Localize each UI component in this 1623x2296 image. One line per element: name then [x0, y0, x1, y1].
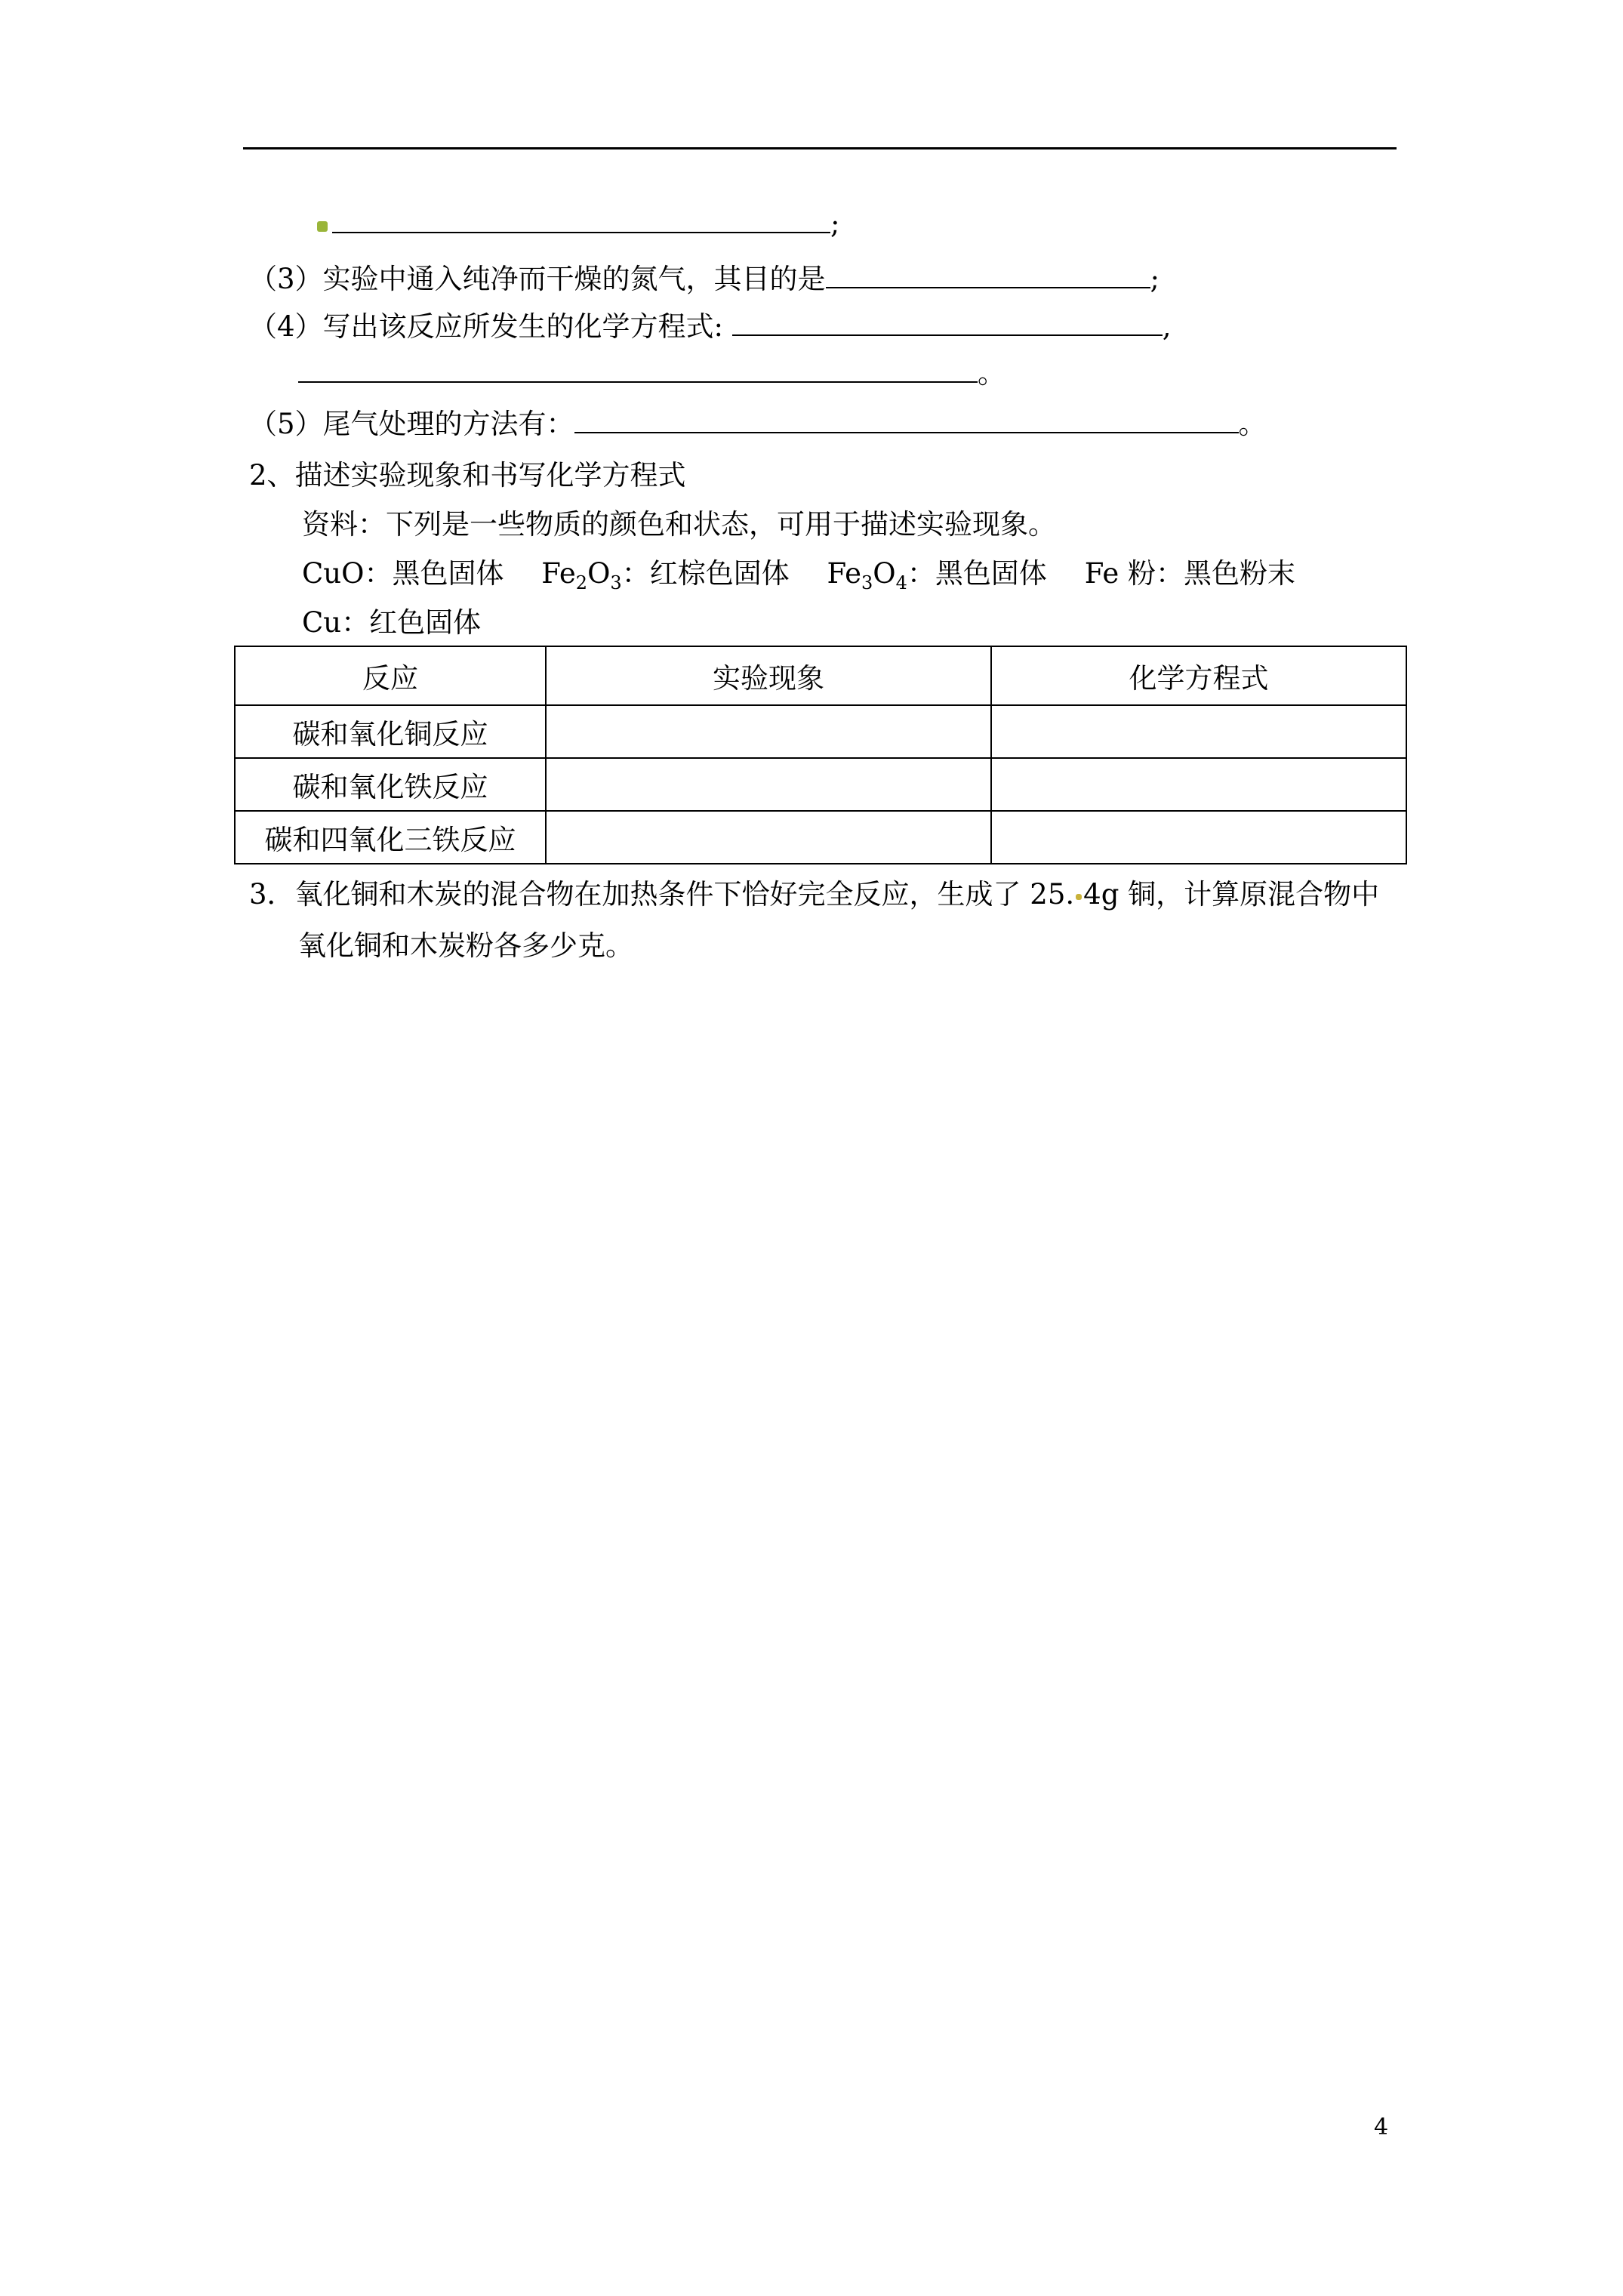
phenomenon-cell[interactable] — [546, 811, 991, 864]
page-number: 4 — [1374, 2114, 1389, 2140]
equation-cell[interactable] — [991, 758, 1406, 811]
table-header-row — [235, 646, 1406, 705]
column-header-equation: 化学方程式 — [991, 646, 1406, 705]
reagent-cu: Cu：红色固体 — [302, 606, 482, 639]
answer-blank[interactable] — [574, 406, 1239, 433]
question-1-4-second-line: 。 — [298, 355, 1006, 393]
question-1-3: （3）实验中通入纯净而干燥的氮气，其目的是 ; — [249, 263, 1160, 295]
answer-blank[interactable] — [732, 309, 1163, 336]
header-rule — [243, 147, 1397, 149]
answer-blank[interactable] — [298, 356, 978, 383]
reagent-fe-powder: Fe 粉：黑色粉末 — [1084, 557, 1295, 590]
question-1-5: （5）尾气处理的方法有： 。 — [249, 408, 1267, 440]
table-row — [235, 811, 1406, 864]
green-mark — [317, 221, 328, 232]
reaction-cell: 碳和氧化铁反应 — [235, 758, 546, 811]
answer-line-continuation: ; — [317, 205, 839, 243]
question-3-line-1: 3．氧化铜和木炭的混合物在加热条件下恰好完全反应，生成了 25. 4g 铜，计算原混合物中 — [249, 878, 1380, 911]
column-header-reaction: 反应 — [235, 646, 546, 705]
reaction-table — [234, 646, 1407, 864]
column-header-phenomenon: 实验现象 — [546, 646, 991, 705]
info-text: 资料：下列是一些物质的颜色和状态，可用于描述实验现象。 — [302, 508, 1056, 541]
question-text: （5）尾气处理的方法有： — [249, 408, 574, 440]
reaction-cell: 碳和氧化铜反应 — [235, 705, 546, 758]
reaction-cell: 碳和四氧化三铁反应 — [235, 811, 546, 864]
phenomenon-cell[interactable] — [546, 758, 991, 811]
question-3-line-2: 氧化铜和木炭粉各多少克。 — [298, 929, 633, 962]
question-2-heading: 2、描述实验现象和书写化学方程式 — [249, 459, 686, 492]
equation-cell[interactable] — [991, 811, 1406, 864]
answer-blank[interactable] — [332, 206, 830, 233]
question-1-4: （4）写出该反应所发生的化学方程式: , — [249, 310, 1172, 343]
reagent-cuo: CuO：黑色固体 — [302, 557, 504, 590]
answer-blank[interactable] — [826, 261, 1150, 288]
equation-cell[interactable] — [991, 705, 1406, 758]
reagent-list — [302, 555, 1295, 602]
reagent-fe3o4: $Fe_3O_4$：黑色固体 — [827, 557, 1047, 593]
question-text: （3）实验中通入纯净而干燥的氮气，其目的是 — [249, 263, 826, 295]
reagent-fe2o3: $Fe_2O_3$：红棕色固体 — [541, 557, 790, 593]
table-row — [235, 758, 1406, 811]
question-text: （4）写出该反应所发生的化学方程式: — [249, 310, 724, 343]
small-mark — [1076, 894, 1082, 900]
table-row — [235, 705, 1406, 758]
phenomenon-cell[interactable] — [546, 705, 991, 758]
